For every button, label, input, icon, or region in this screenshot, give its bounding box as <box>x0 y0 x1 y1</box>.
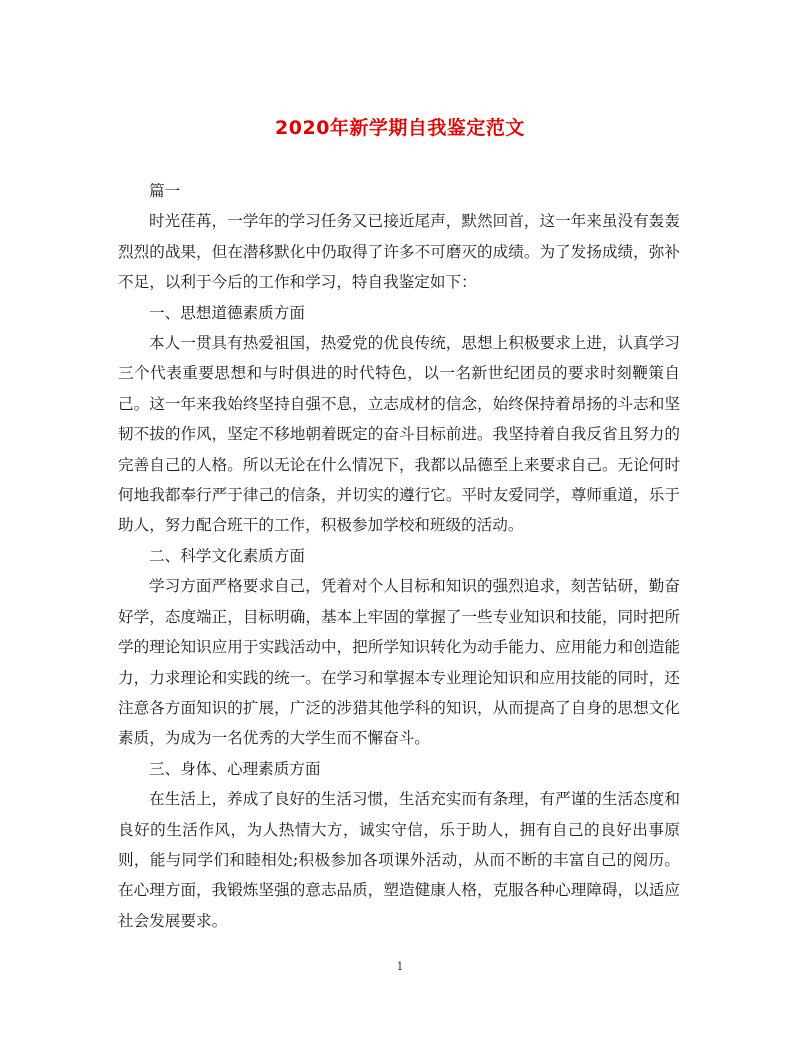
paragraph-moral: 本人一贯具有热爱祖国，热爱党的优良传统，思想上积极要求上进，认真学习三个代表重要思想和与时俱进的时代特色，以一名新世纪团员的要求时刻鞭策自己。这一年来我始终坚持自强不息，立志成材的信念，始终保持着昂扬的斗志和坚韧不拔的作风，坚定不移地朝着既定的奋斗目标前进。我坚持着自我反省且努力的完善自己的人格。所以无论在什么情况下，我都以品德至上来要求自己。无论何时何地我都奉行严于律己的信条，并切实的遵行它。平时友爱同学，尊师重道，乐于助人，努力配合班干的工作，积极参加学校和班级的活动。 <box>118 334 680 535</box>
document-body <box>118 176 680 936</box>
heading-moral: 一、思想道德素质方面 <box>149 303 305 322</box>
paragraph-science: 学习方面严格要求自己，凭着对个人目标和知识的强烈追求，刻苦钻研，勤奋好学，态度端正，目标明确，基本上牢固的掌握了一些专业知识和技能，同时把所学的理论知识应用于实践活动中，把所学知识转化为动手能力、应用能力和创造能力，力求理论和实践的统一。在学习和掌握本专业理论知识和应用技能的同时，还注意各方面知识的扩展，广泛的涉猎其他学科的知识，从而提高了自身的思想文化素质，为成为一名优秀的大学生而不懈奋斗。 <box>118 577 680 748</box>
page-number: 1 <box>396 960 404 973</box>
intro-paragraph: 时光荏苒，一学年的学习任务又已接近尾声，默然回首，这一年来虽没有轰轰烈烈的战果，但在潜移默化中仍取得了许多不可磨灭的成绩。为了发扬成绩，弥补不足，以利于今后的工作和学习，特自我鉴定如下： <box>118 212 680 292</box>
paragraph-body-mind: 在生活上，养成了良好的生活习惯，生活充实而有条理，有严谨的生活态度和良好的生活作风，为人热情大方，诚实守信，乐于助人，拥有自己的良好出事原则，能与同学们和睦相处;积极参加各项课外活动，从而不断的丰富自己的阅历。在心理方面，我锻炼坚强的意志品质，塑造健康人格，克服各种心理障碍，以适应社会发展要求。 <box>118 790 680 930</box>
section-label: 篇一 <box>149 182 181 200</box>
heading-science: 二、科学文化素质方面 <box>149 546 305 565</box>
document-title: 2020年新学期自我鉴定范文 <box>275 117 525 139</box>
heading-body-mind: 三、身体、心理素质方面 <box>149 759 321 778</box>
